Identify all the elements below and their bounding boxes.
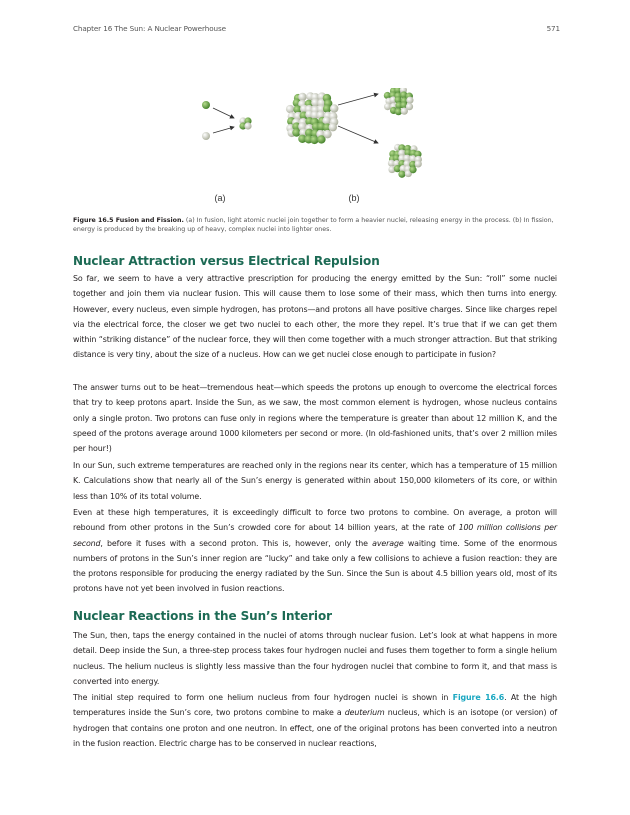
paragraph: The Sun, then, taps the energy contained in the nuclei of atoms through nuclear fusion. Let’s look at what happens in more detail. Deep inside the Sun, a three-step process takes four hydrogen nuclei and fuses them together to form a single helium nucleus. The helium nucleus is slightly less massive than the four hydrogen nuclei that combine to form it, and that mass is converted into energy. bbox=[73, 631, 557, 686]
heavy-nucleus bbox=[286, 92, 338, 144]
fragment-nucleus-lower bbox=[388, 144, 422, 178]
fusion-fission-figure bbox=[190, 88, 440, 210]
section-heading-nuclear-reactions: Nuclear Reactions in the Sun’s Interior bbox=[73, 609, 332, 623]
emphasis: 100 million collisions per second bbox=[73, 523, 557, 548]
fission-diagram bbox=[286, 88, 422, 178]
running-header bbox=[73, 24, 560, 36]
page-number: 571 bbox=[546, 24, 560, 33]
fusion-arrow-bottom bbox=[213, 127, 234, 133]
fused-nucleus bbox=[239, 117, 251, 129]
figure-16-6-link[interactable]: Figure 16.6 bbox=[452, 693, 505, 702]
paragraph: Even at these high temperatures, it is exceedingly difficult to force two protons to combine. On average, a proton will rebound from other protons in the Sun’s crowded core for about 14 billion years, at the rate of 100 million collisions per second, before it fuses with a second proton. This is, however, only the average waiting time. Some of the enormous numbers of protons in the Sun’s inner region are “lucky” and take only a few collisions to achieve a fusion reaction: they are the protons responsible for producing the energy radiated by the Sun. Since the Sun is about 4.5 billion years old, most of its protons have not yet been involved in fusion reactions. bbox=[73, 508, 557, 594]
figure-caption-text: (a) In fusion, light atomic nuclei join together to form a heavier nuclei, releasing energy in the process. (b) In fission, energy is produced by the breaking up of heavy, complex nuclei into lighter ones. bbox=[73, 217, 554, 234]
paragraph: The answer turns out to be heat—tremendous heat—which speeds the protons up enough to overcome the electrical forces that try to keep protons apart. Inside the Sun, as we saw, the most common element is hydrogen, whose nucleus contains only a single proton. Two protons can fuse only in regions where the temperature is greater than about 12 million K, and the speed of the protons average around 1000 kilometers per second or more. (In old-fashioned units, that’s over 2 million miles per hour!) bbox=[73, 383, 557, 454]
fragment-nucleus-upper bbox=[384, 88, 414, 115]
figure-caption-title: Figure 16.5 Fusion and Fission. bbox=[73, 217, 184, 224]
figure-caption bbox=[73, 216, 563, 235]
figure-label-b: (b) bbox=[348, 193, 360, 203]
emphasis: deuterium bbox=[344, 708, 385, 718]
fusion-diagram bbox=[202, 101, 252, 140]
fusion-neutron bbox=[202, 132, 210, 140]
fission-arrow-upper bbox=[338, 94, 378, 105]
emphasis: average bbox=[372, 538, 404, 548]
chapter-title: Chapter 16 The Sun: A Nuclear Powerhouse bbox=[73, 24, 226, 33]
fission-arrow-lower bbox=[338, 126, 378, 143]
fusion-arrow-top bbox=[213, 108, 234, 118]
paragraph: So far, we seem to have a very attractive prescription for producing the energy emitted by the Sun: “roll” some nuclei together and join them via nuclear fusion. This will cause them to lose some of their mass, which then turns into energy. However, every nucleus, even simple hydrogen, has protons—and protons all have positive charges. Since like charges repel via the electrical force, the closer we get two nuclei to each other, the more they repel. It’s true that if we can get them within “striking distance” of the nuclear force, they will then come together with a much stronger attraction. But that striking distance is very tiny, about the size of a nucleus. How can we get nuclei close enough to participate in fusion? bbox=[73, 274, 557, 360]
fusion-proton bbox=[202, 101, 210, 109]
figure-label-a: (a) bbox=[214, 193, 226, 203]
paragraph: In our Sun, such extreme temperatures are reached only in the regions near its center, which has a temperature of 15 million K. Calculations show that nearly all of the Sun’s energy is generated within about 150,000 kilometers of its core, or within less than 10% of its total volume. bbox=[73, 461, 557, 501]
paragraph: The initial step required to form one helium nucleus from four hydrogen nuclei is shown in Figure 16.6. At the high temperatures inside the Sun’s core, two protons combine to make a deuterium nucleus, which is an isotope (or version) of hydrogen that contains one proton and one neutron. In effect, one of the original protons has been converted into a neutron in the fusion reaction. Electric charge has to be conserved in nuclear reactions, bbox=[73, 693, 558, 748]
section-heading-nuclear-attraction: Nuclear Attraction versus Electrical Repulsion bbox=[73, 254, 380, 268]
